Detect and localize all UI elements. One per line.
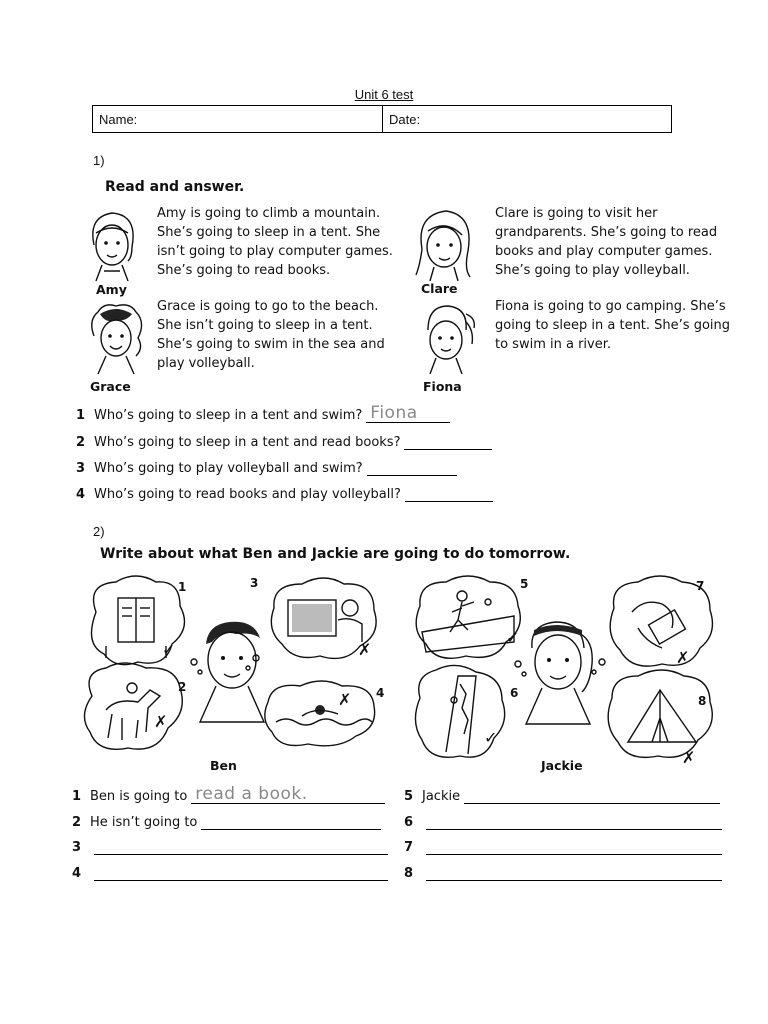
cross-mark-icon: ✗ — [358, 642, 372, 659]
line-number: 5 — [404, 789, 414, 804]
question-number: 1 — [76, 408, 86, 423]
answer-blank[interactable] — [464, 789, 720, 804]
writing-line-7 — [404, 840, 722, 855]
name-label: Name: — [99, 112, 138, 127]
page-title: Unit 6 test — [354, 87, 414, 102]
line-number: 6 — [404, 815, 414, 830]
question-number: 2 — [76, 435, 86, 450]
question-text: Who’s going to sleep in a tent and swim? — [94, 408, 363, 423]
question-number: 4 — [76, 487, 86, 502]
amy-text: Amy is going to climb a mountain. She’s going to sleep in a tent. She isn’t going to play computer games. She’s going to read books. — [157, 206, 393, 278]
ben-label: Ben — [210, 758, 237, 773]
line-prefix: Jackie — [422, 789, 461, 804]
fiona-text: Fiona is going to go camping. She’s going to sleep in a tent. She’s going to swim in a river. — [495, 299, 731, 352]
answer-blank[interactable] — [201, 815, 381, 830]
section-2-number: 2) — [93, 524, 105, 539]
thought-bubble-swimming-icon — [265, 681, 375, 746]
jackie-portrait-icon — [526, 622, 592, 724]
thought-bubble-horse-riding-icon — [84, 663, 182, 749]
cross-mark-icon: ✗ — [338, 692, 352, 709]
question-3 — [76, 461, 457, 476]
question-1 — [76, 403, 450, 423]
answer-blank[interactable] — [426, 840, 722, 855]
handwritten-answer: Fiona — [370, 403, 418, 423]
clare-name-label: Clare — [421, 281, 458, 296]
bubble-number-6: 6 — [510, 686, 519, 700]
grace-portrait-icon — [86, 300, 146, 376]
answer-blank[interactable] — [426, 815, 722, 830]
section-1-heading: Read and answer. — [105, 179, 245, 195]
cross-mark-icon: ✗ — [676, 650, 690, 667]
cross-mark-icon: ✗ — [154, 714, 168, 731]
bubble-number-7: 7 — [696, 579, 705, 593]
bubble-number-8: 8 — [698, 694, 707, 708]
thought-bubble-tent-icon — [608, 670, 712, 757]
jackie-label: Jackie — [541, 758, 583, 773]
writing-line-4 — [72, 866, 388, 881]
fiona-name-label: Fiona — [423, 379, 462, 394]
writing-line-1 — [72, 784, 385, 804]
ben-illustration — [76, 572, 386, 772]
amy-name-label: Amy — [96, 282, 127, 297]
question-4 — [76, 487, 493, 502]
bubble-number-4: 4 — [376, 686, 385, 700]
tick-mark-icon: ✓ — [484, 730, 498, 747]
line-number: 1 — [72, 789, 82, 804]
answer-blank[interactable] — [191, 784, 385, 804]
answer-blank[interactable] — [366, 403, 450, 423]
answer-blank[interactable] — [94, 840, 388, 855]
writing-line-3 — [72, 840, 388, 855]
answer-blank[interactable] — [405, 487, 493, 502]
bubble-number-5: 5 — [520, 577, 529, 591]
ben-portrait-icon — [200, 622, 264, 722]
question-number: 3 — [76, 461, 86, 476]
line-number: 8 — [404, 866, 414, 881]
grace-text: Grace is going to go to the beach. She isn’t going to sleep in a tent. She’s going to swim in the sea and play volleyball. — [157, 299, 385, 371]
bubble-number-1: 1 — [178, 580, 187, 594]
handwritten-answer: read a book. — [195, 784, 308, 804]
writing-line-2 — [72, 815, 381, 830]
grace-name-label: Grace — [90, 379, 131, 394]
jackie-illustration — [406, 572, 726, 772]
line-number: 2 — [72, 815, 82, 830]
question-text: Who’s going to sleep in a tent and read books? — [94, 435, 401, 450]
line-prefix: He isn’t going to — [90, 815, 198, 830]
name-date-box — [92, 105, 672, 133]
answer-blank[interactable] — [404, 435, 492, 450]
question-text: Who’s going to read books and play volleyball? — [94, 487, 401, 502]
cross-mark-icon: ✗ — [682, 750, 696, 767]
section-2-heading: Write about what Ben and Jackie are going to do tomorrow. — [100, 546, 571, 562]
question-2 — [76, 435, 492, 450]
name-field[interactable] — [93, 106, 383, 132]
amy-portrait-icon — [82, 205, 142, 283]
writing-line-8 — [404, 866, 722, 881]
line-number: 7 — [404, 840, 414, 855]
writing-line-6 — [404, 815, 722, 830]
section-1-number: 1) — [93, 153, 105, 168]
tick-mark-icon: ✓ — [162, 642, 176, 659]
date-field[interactable] — [383, 106, 426, 132]
answer-blank[interactable] — [367, 461, 457, 476]
answer-blank[interactable] — [94, 866, 388, 881]
question-text: Who’s going to play volleyball and swim? — [94, 461, 363, 476]
clare-portrait-icon — [412, 205, 476, 281]
fiona-portrait-icon — [416, 300, 476, 376]
line-number: 3 — [72, 840, 82, 855]
clare-text: Clare is going to visit her grandparents. She’s going to read books and play computer games. She’s going to play volleyball. — [495, 206, 718, 278]
writing-line-5 — [404, 789, 720, 804]
line-prefix: Ben is going to — [90, 789, 188, 804]
thought-bubble-beach-running-icon — [416, 576, 529, 676]
date-label: Date: — [389, 112, 421, 127]
thought-bubble-computer-icon — [246, 578, 376, 670]
bubble-number-2: 2 — [178, 680, 187, 694]
answer-blank[interactable] — [426, 866, 722, 881]
tick-mark-icon: ✓ — [506, 630, 520, 647]
line-number: 4 — [72, 866, 82, 881]
bubble-number-3: 3 — [250, 576, 259, 590]
thought-bubble-homework-icon — [592, 576, 712, 674]
